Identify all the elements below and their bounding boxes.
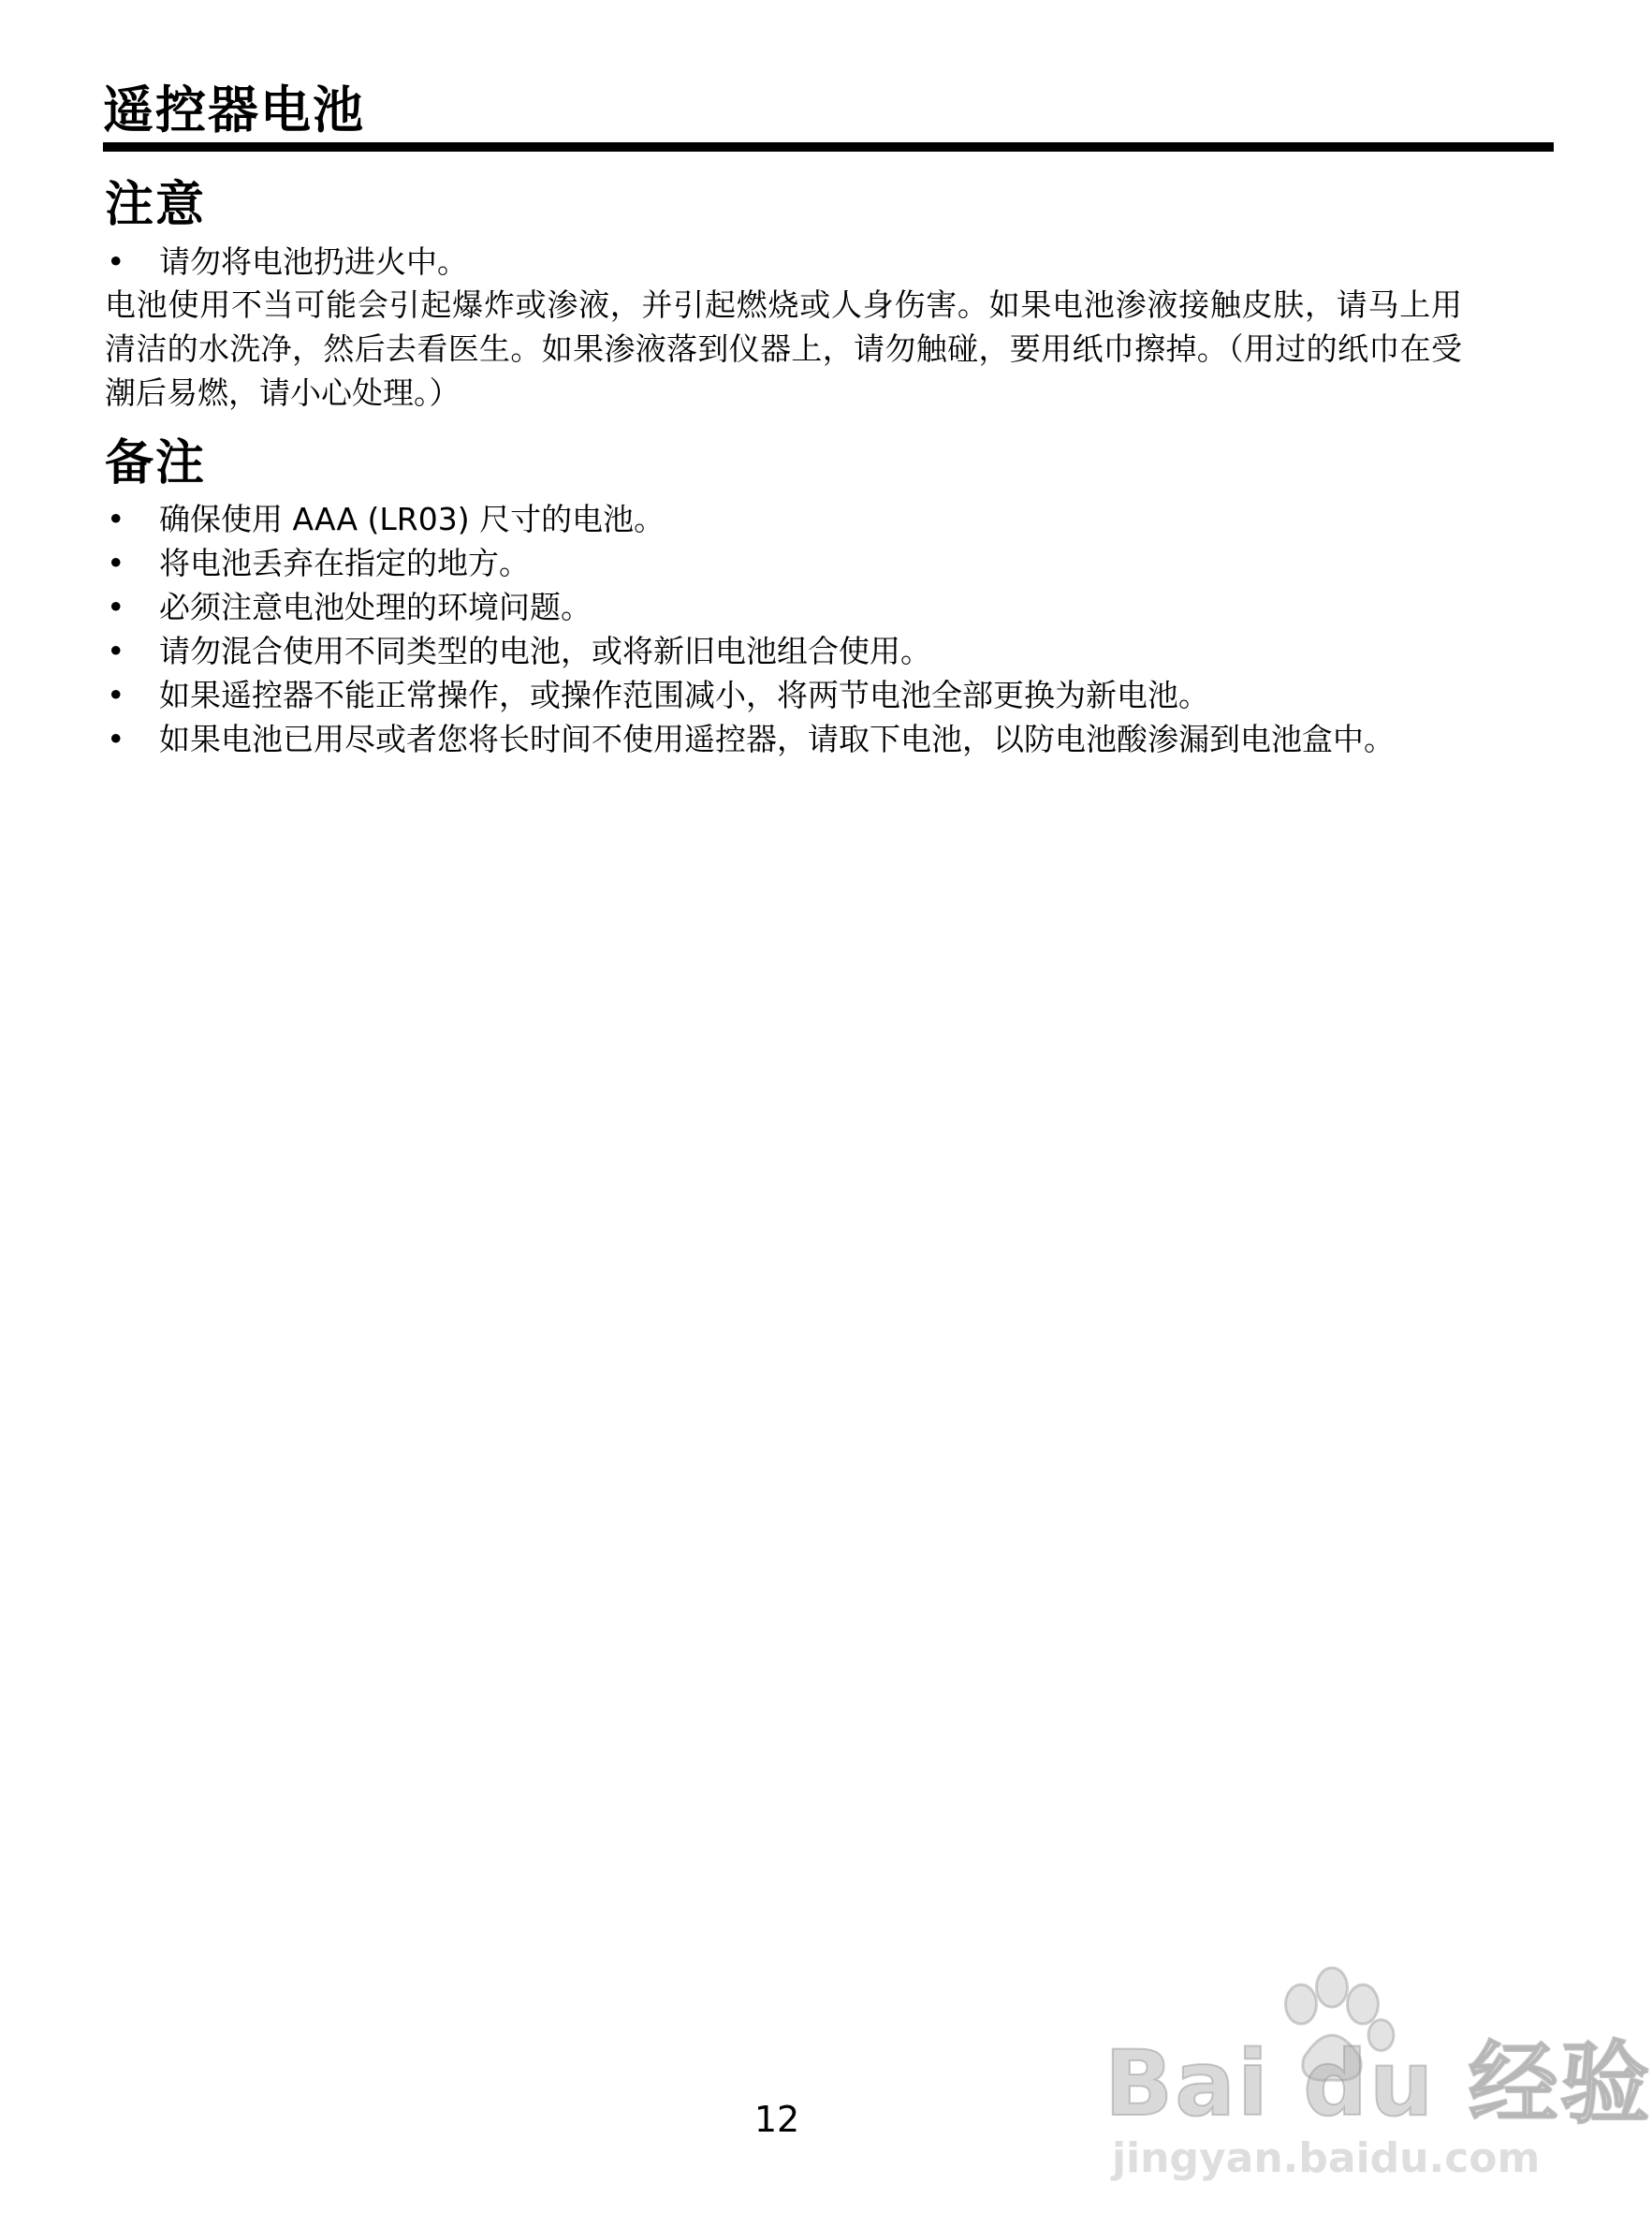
list-item-text: 如果遥控器不能正常操作，或操作范围减小，将两节电池全部更换为新电池。: [159, 677, 1209, 713]
list-item: [105, 629, 1462, 673]
bullet-icon: •: [107, 721, 125, 757]
list-item: [105, 673, 1462, 717]
bullet-icon: •: [107, 501, 125, 537]
page-number: 12: [753, 2099, 800, 2140]
bullet-icon: •: [107, 545, 125, 581]
list-item-text: 请勿混合使用不同类型的电池，或将新旧电池组合使用。: [159, 633, 931, 669]
watermark-brand: Bai du 经验: [1104, 2031, 1652, 2136]
list-item-text: 确保使用 AAA (LR03) 尺寸的电池。: [159, 501, 665, 537]
page-title: 遥控器电池: [103, 81, 365, 139]
caution-heading: 注意: [105, 177, 207, 233]
bullet-icon: •: [107, 677, 125, 713]
list-item-text: 如果电池已用尽或者您将长时间不使用遥控器，请取下电池，以防电池酸渗漏到电池盒中。: [159, 721, 1395, 757]
caution-paragraph: 电池使用不当可能会引起爆炸或渗液，并引起燃烧或人身伤害。如果电池渗液接触皮肤，请马上用清洁的水洗净，然后去看医生。如果渗液落到仪器上，请勿触碰，要用纸巾擦掉。（用过的纸巾在受潮后易燃，请小心处理。）: [105, 286, 1462, 411]
bullet-icon: •: [107, 243, 125, 280]
baidu-watermark: [1104, 1957, 1652, 2182]
notes-heading: 备注: [105, 435, 207, 491]
notes-list: [105, 497, 1462, 761]
list-item-text: 请勿将电池扔进火中。: [159, 243, 468, 280]
list-item-text: 将电池丢弃在指定的地方。: [159, 545, 530, 581]
caution-list: [105, 240, 1462, 284]
list-item: [105, 240, 1462, 284]
bullet-icon: •: [107, 589, 125, 625]
list-item-text: 必须注意电池处理的环境问题。: [159, 589, 592, 625]
list-item: [105, 717, 1462, 761]
list-item: [105, 585, 1462, 629]
bullet-icon: •: [107, 633, 125, 669]
title-divider: [103, 142, 1554, 152]
list-item: [105, 541, 1462, 585]
watermark-url: jingyan.baidu.com: [1112, 2134, 1541, 2182]
list-item: [105, 497, 1462, 541]
